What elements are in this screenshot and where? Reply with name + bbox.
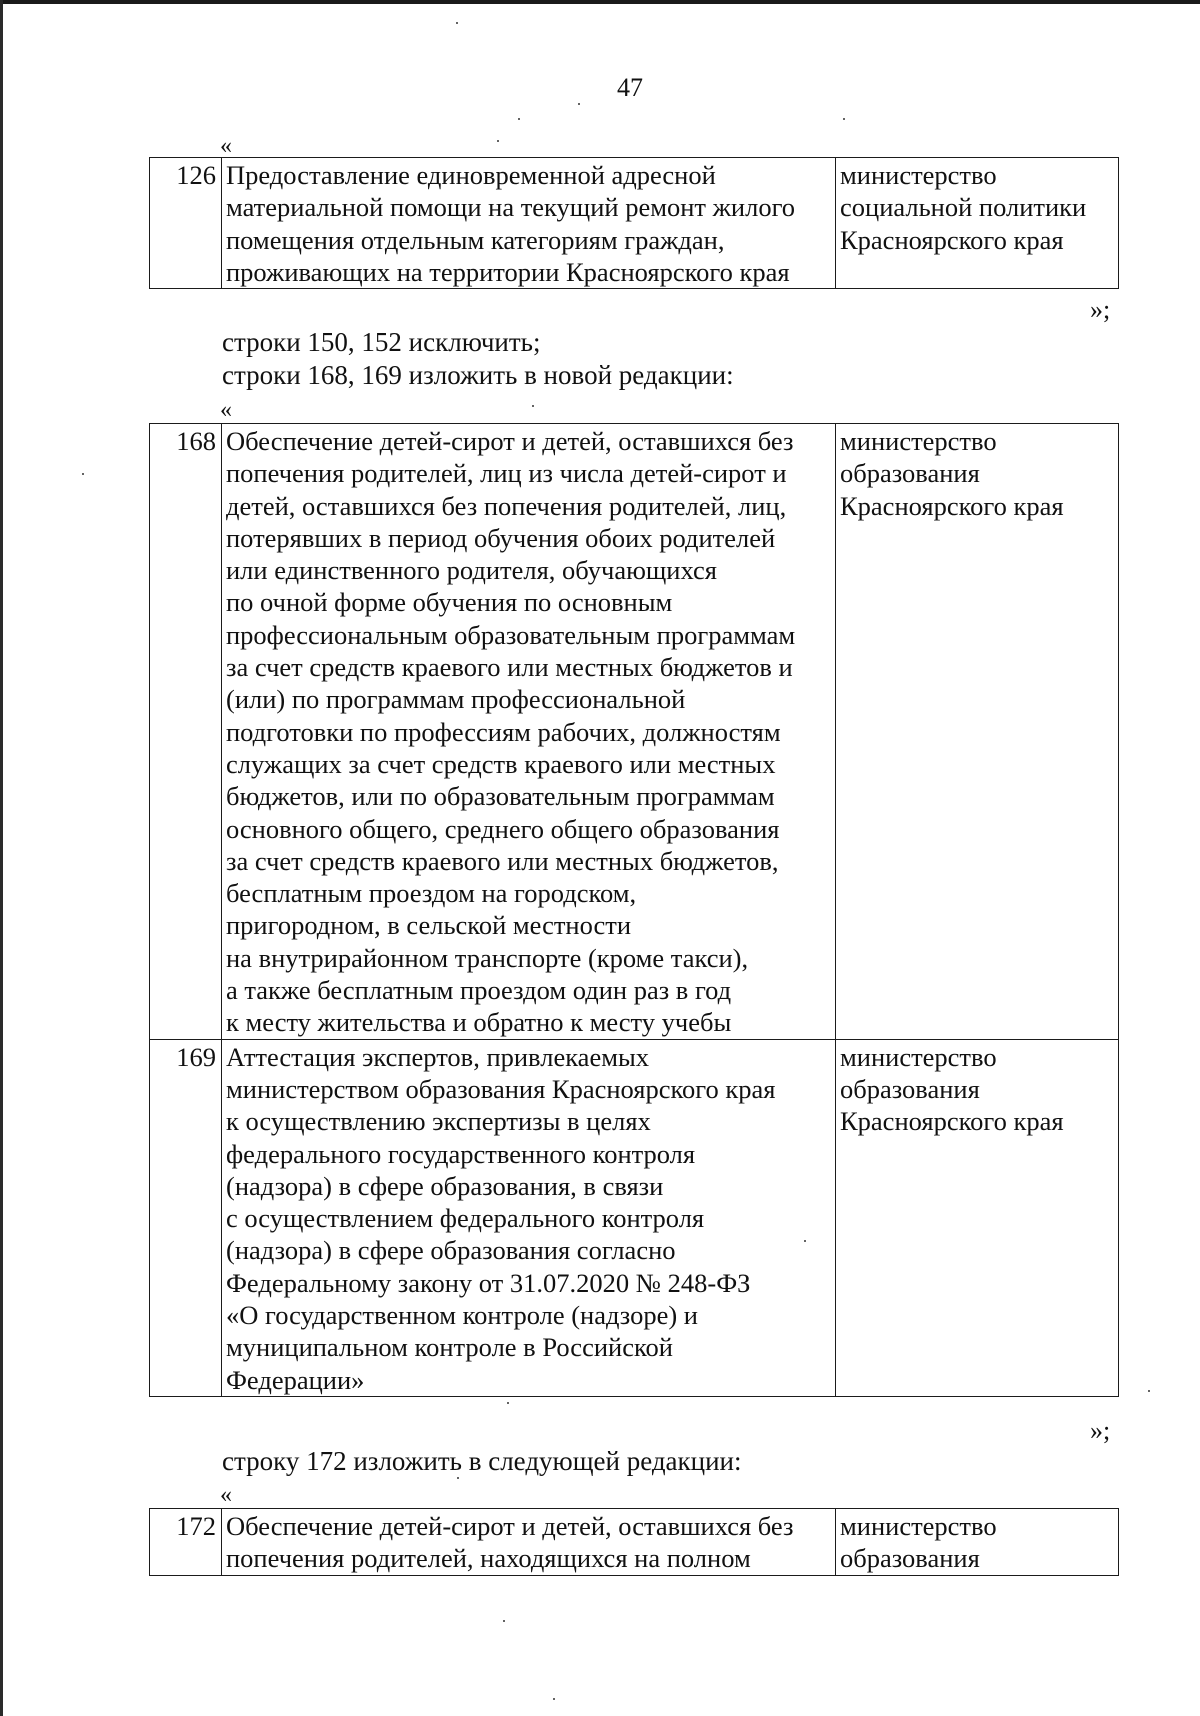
close-quote: »; (1090, 1416, 1111, 1445)
open-quote: « (220, 1482, 232, 1508)
scan-speck (518, 118, 520, 120)
scan-speck (532, 405, 534, 407)
scan-speck (82, 473, 84, 475)
row-responsible: министерство образования Красноярского края (836, 424, 1119, 1040)
row-number: 172 (150, 1509, 222, 1576)
row-description: Обеспечение детей-сирот и детей, оставшихся без попечения родителей, находящихся на полном (222, 1509, 836, 1576)
open-quote: « (220, 397, 232, 423)
scan-speck (497, 140, 499, 142)
scan-speck (457, 1477, 459, 1479)
instruction-row-172: строку 172 изложить в следующей редакции: (222, 1446, 742, 1476)
row-number: 168 (150, 424, 222, 1040)
scan-speck (553, 1698, 555, 1700)
instruction-exclude: строки 150, 152 исключить; (222, 327, 541, 357)
scan-edge-top (0, 0, 1200, 4)
instruction-rows-168-169: строки 168, 169 изложить в новой редакции: (222, 360, 734, 390)
row-number: 169 (150, 1039, 222, 1396)
scan-speck (503, 1620, 505, 1622)
scan-speck (1148, 1390, 1150, 1392)
row-description: Предоставление единовременной адресной материальной помощи на текущий ремонт жилого помещения отдельным категориям граждан, проживающих на территории Красноярского края (222, 158, 836, 289)
scan-speck (843, 118, 845, 120)
table-row (150, 1509, 1119, 1576)
amendment-table-1 (149, 157, 1119, 289)
row-description: Обеспечение детей-сирот и детей, оставшихся без попечения родителей, лиц из числа детей-сирот и детей, оставшихся без попечения родителей, лиц, потерявших в период обучения обоих родителей или единственного родителя, обучающихся по очной форме обучения по основным профессиональным образовательным программам за счет средств краевого или местных бюджетов и (или) по программам профессиональной подготовки по профессиям рабочих, должностям служащих за счет средств краевого или местных бюджетов, или по образовательным программам основного общего, среднего общего образования за счет средств краевого или местных бюджетов, бесплатным проездом на городском, пригородном, в сельской местности на внутрирайонном транспорте (кроме такси), а также бесплатным проездом один раз в год к месту жительства и обратно к месту учебы (222, 424, 836, 1040)
amendment-table-2 (149, 423, 1119, 1397)
row-responsible: министерство социальной политики Красноярского края (836, 158, 1119, 289)
close-quote: »; (1090, 295, 1111, 324)
table-row (150, 424, 1119, 1040)
scan-speck (804, 1240, 806, 1242)
scan-speck (507, 1402, 509, 1404)
row-number: 126 (150, 158, 222, 289)
table-row (150, 158, 1119, 289)
row-description: Аттестация экспертов, привлекаемых министерством образования Красноярского края к осуществлению экспертизы в целях федерального государственного контроля (надзора) в сфере образования, в связи с осуществлением федерального контроля (надзора) в сфере образования согласно Федеральному закону от 31.07.2020 № 248-ФЗ «О государственном контроле (надзоре) и муниципальном контроле в Российской Федерации» (222, 1039, 836, 1396)
page-number: 47 (617, 73, 643, 102)
row-responsible: министерство образования (836, 1509, 1119, 1576)
open-quote: « (220, 133, 232, 159)
scan-speck (456, 22, 458, 24)
scan-speck (578, 103, 580, 105)
table-row (150, 1039, 1119, 1396)
scan-edge-left (0, 0, 3, 1716)
amendment-table-3 (149, 1508, 1119, 1576)
row-responsible: министерство образования Красноярского края (836, 1039, 1119, 1396)
